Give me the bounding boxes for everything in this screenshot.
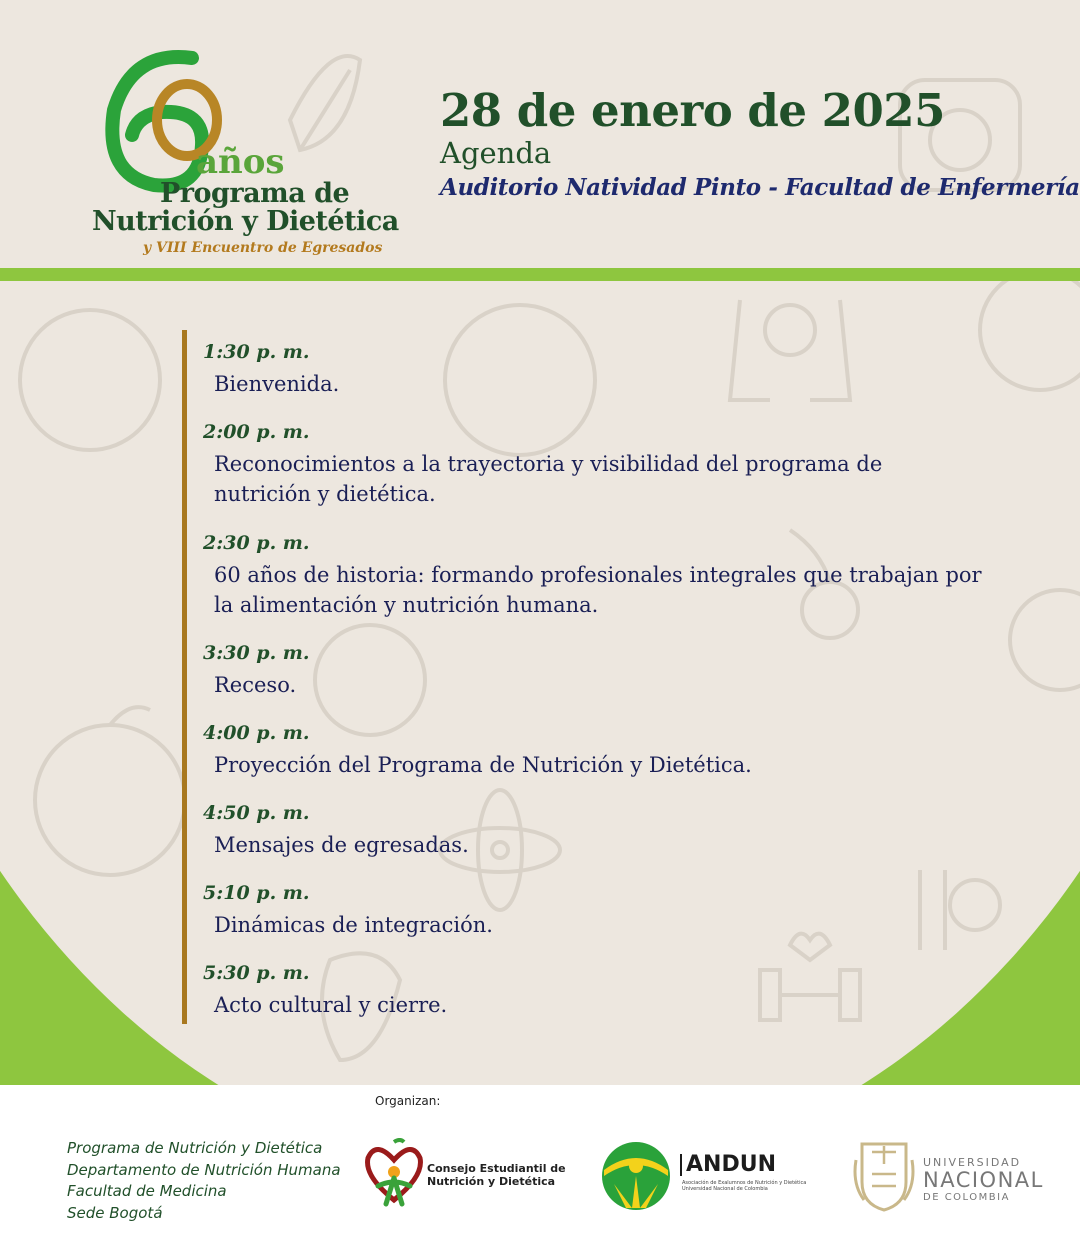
consejo-line-1: Consejo Estudiantil de (427, 1162, 566, 1175)
footer-line: Departamento de Nutrición Humana (67, 1160, 341, 1179)
footer-line: Facultad de Medicina (67, 1182, 227, 1200)
agenda-time: 4:00 p. m. (203, 722, 310, 744)
consejo-line-2: Nutrición y Dietética (427, 1175, 556, 1188)
apple-icon (20, 310, 185, 875)
agenda-description: 60 años de historia: formando profesionales integrales que trabajan por la alimentación y nutrición humana. (214, 563, 982, 617)
agenda-description: Dinámicas de integración. (214, 913, 493, 937)
agenda-time: 1:30 p. m. (203, 341, 310, 363)
footer-line: Programa de Nutrición y Dietética (67, 1139, 323, 1157)
agenda-time: 3:30 p. m. (203, 642, 310, 664)
andun-logo (600, 1140, 672, 1212)
agenda-time: 4:50 p. m. (203, 802, 310, 824)
unal-line-1: UNIVERSIDAD (923, 1156, 1022, 1169)
logo-anios: años (196, 142, 285, 182)
organizers-label: Organizan: (375, 1094, 441, 1108)
agenda-item (203, 341, 983, 399)
agenda-item (203, 421, 983, 509)
logo-line-1: Programa de (160, 178, 350, 209)
agenda-description: Bienvenida. (214, 372, 340, 396)
agenda-item (203, 882, 983, 940)
event-date: 28 de enero de 2025 (440, 84, 945, 137)
agenda-item (203, 722, 983, 780)
unal-line-3: DE COLOMBIA (923, 1192, 1010, 1203)
footer-program-info (67, 1138, 341, 1224)
agenda-item (203, 642, 983, 700)
agenda-title: Agenda (440, 136, 552, 170)
unal-shield-logo (852, 1134, 916, 1214)
agenda-timeline-line (182, 330, 187, 1024)
andun-description: Asociación de Exalumnos de Nutrición y Dietética Universidad Nacional de Colombia (682, 1180, 807, 1192)
agenda-description: Acto cultural y cierre. (214, 993, 448, 1017)
venue: Auditorio Natividad Pinto - Facultad de Enfermería (440, 174, 1080, 201)
consejo-estudiantil-logo (364, 1138, 424, 1210)
agenda-time: 2:30 p. m. (203, 532, 310, 554)
logo-line-2: Nutrición y Dietética (92, 206, 399, 237)
andun-name: ANDUN (680, 1154, 776, 1176)
agenda-description: Receso. (214, 673, 297, 697)
agenda-item (203, 532, 983, 620)
agenda-time: 5:30 p. m. (203, 962, 310, 984)
consejo-estudiantil-name (427, 1162, 566, 1188)
unal-line-2: NACIONAL (923, 1168, 1044, 1192)
footer-line: Sede Bogotá (67, 1203, 163, 1222)
agenda-description: Mensajes de egresadas. (214, 833, 469, 857)
agenda-description: Proyección del Programa de Nutrición y Dietética. (214, 753, 752, 777)
logo-line-3: y VIII Encuentro de Egresados (143, 240, 383, 256)
agenda-time: 5:10 p. m. (203, 882, 310, 904)
agenda-item (203, 962, 983, 1020)
agenda-item (203, 802, 983, 860)
compass-icon (980, 270, 1080, 690)
agenda-description: Reconocimientos a la trayectoria y visibilidad del programa de nutrición y dietética. (214, 452, 883, 506)
agenda-time: 2:00 p. m. (203, 421, 310, 443)
